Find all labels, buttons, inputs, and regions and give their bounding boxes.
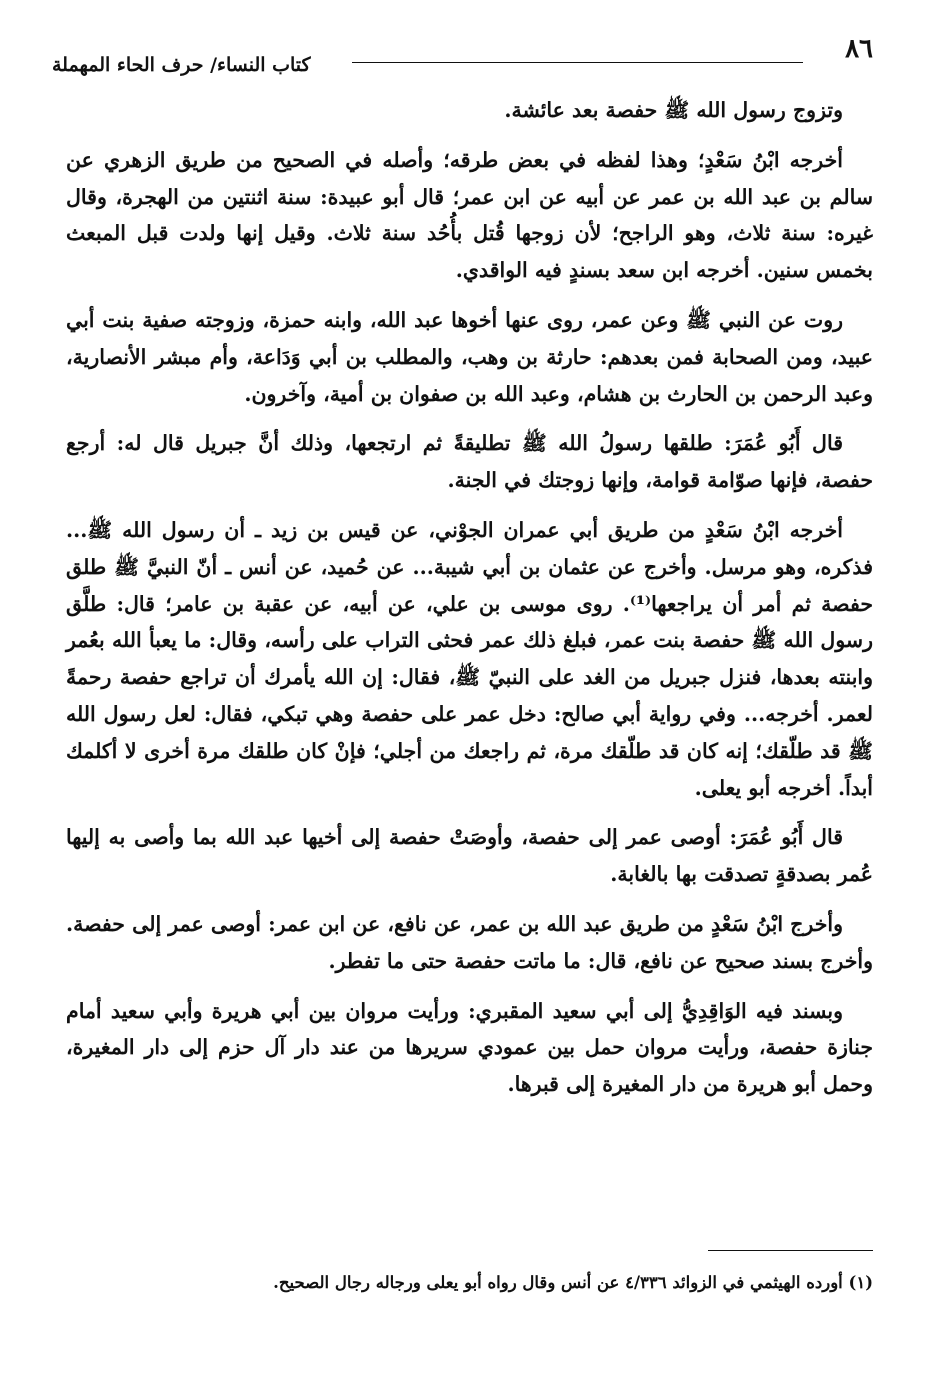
footnote-rule xyxy=(708,1250,873,1251)
page-header xyxy=(52,34,873,74)
page-body xyxy=(66,92,873,1116)
paragraph: وأخرج ابْنُ سَعْدٍ من طريق عبد الله بن عمر، عن نافع، عن ابن عمر: أوصى عمر إلى حفصة. وأخرج بسند صحيح عن نافع، قال: ما ماتت حفصة حتى ما تفطر. xyxy=(66,911,873,973)
paragraph: وبسند فيه الوَاقِدِيُّ إلى أبي سعيد المقبري: ورأيت مروان بين أبي هريرة وأبي سعيد أمام جنازة حفصة، ورأيت مروان حمل بين عمودي سريرها من عند دار آل حزم إلى دار المغيرة، وحمل أبو هريرة من دار المغيرة إلى قبرها. xyxy=(66,998,873,1097)
page-number: ٨٦ xyxy=(845,34,873,64)
paragraph: قال أَبُو عُمَرَ: طلقها رسولُ الله ﷺ تطليقةً ثم ارتجعها، وذلك أنَّ جبريل قال له: أرجع حفصة، فإنها صوّامة قوامة، وإنها زوجتك في الجنة. xyxy=(66,431,873,493)
paragraph: أخرجه ابْنُ سَعْدٍ من طريق أبي عمران الجوْني، عن قيس بن زيد ـ أن رسول الله ﷺ... فذكره، وهو مرسل. وأخرج عن عثمان بن أبي شيبة... عن حُميد، عن أنس ـ أنّ النبيَّ ﷺ طلق حفصة ثم أمر أن يراجعها⁽¹⁾. روى موسى بن علي، عن أبيه، عن عقبة بن عامر؛ قال: طلَّق رسول الله ﷺ حفصة بنت عمر، فبلغ ذلك عمر فحثى التراب على رأسه، وقال: ما يعبأ الله بعُمر وابنته بعدها، فنزل جبريل من الغد على النبيّ ﷺ، فقال: إن الله يأمرك أن تراجع حفصة رحمةً لعمر. أخرجه... وفي رواية أبي صالح: دخل عمر على حفصة وهي تبكي، فقال: لعل رسول الله ﷺ قد طلّقك؛ إنه كان قد طلّقك مرة، ثم راجعك من أجلي؛ فإنْ كان طلقك مرة أخرى لا أكلمك أبداً. أخرجه أبو يعلى. xyxy=(66,517,873,800)
header-rule xyxy=(352,62,803,63)
paragraph: وتزوج رسول الله ﷺ حفصة بعد عائشة. xyxy=(504,98,843,122)
running-title: كتاب النساء/ حرف الحاء المهملة xyxy=(52,54,311,76)
paragraph: قال أَبُو عُمَرَ: أوصى عمر إلى حفصة، وأوصَتْ حفصة إلى أخيها عبد الله بما وأصى به إليها عُمر بصدقةٍ تصدقت بها بالغابة. xyxy=(66,825,873,887)
paragraph: روت عن النبي ﷺ وعن عمر، روى عنها أخوها عبد الله، وابنه حمزة، وزوجته صفية بنت أبي عبيد، ومن الصحابة فمن بعدهم: حارثة بن وهب، والمطلب بن أبي وَدَاعة، وأم مبشر الأنصارية، وعبد الرحمن بن الحارث بن هشام، وعبد الله بن صفوان بن أمية، وآخرون. xyxy=(66,307,873,406)
paragraph: أخرجه ابْنُ سَعْدٍ؛ وهذا لفظه في بعض طرقه؛ وأصله في الصحيح من طريق الزهري عن سالم بن عبد الله بن عمر عن أبيه عن ابن عمر؛ قال أبو عبيدة: سنة اثنتين من الهجرة، وقال غيره: سنة ثلاث، وهو الراجح؛ لأن زوجها قُتل بأُحُد سنة ثلاث. وقيل إنها ولدت قبل المبعث بخمس سنين. أخرجه ابن سعد بسندٍ فيه الواقدي. xyxy=(66,147,873,283)
footnote: (١) أورده الهيثمي في الزوائد ٤/٣٣٦ عن أنس وقال رواه أبو يعلى ورجاله رجال الصحيح. xyxy=(273,1273,873,1292)
